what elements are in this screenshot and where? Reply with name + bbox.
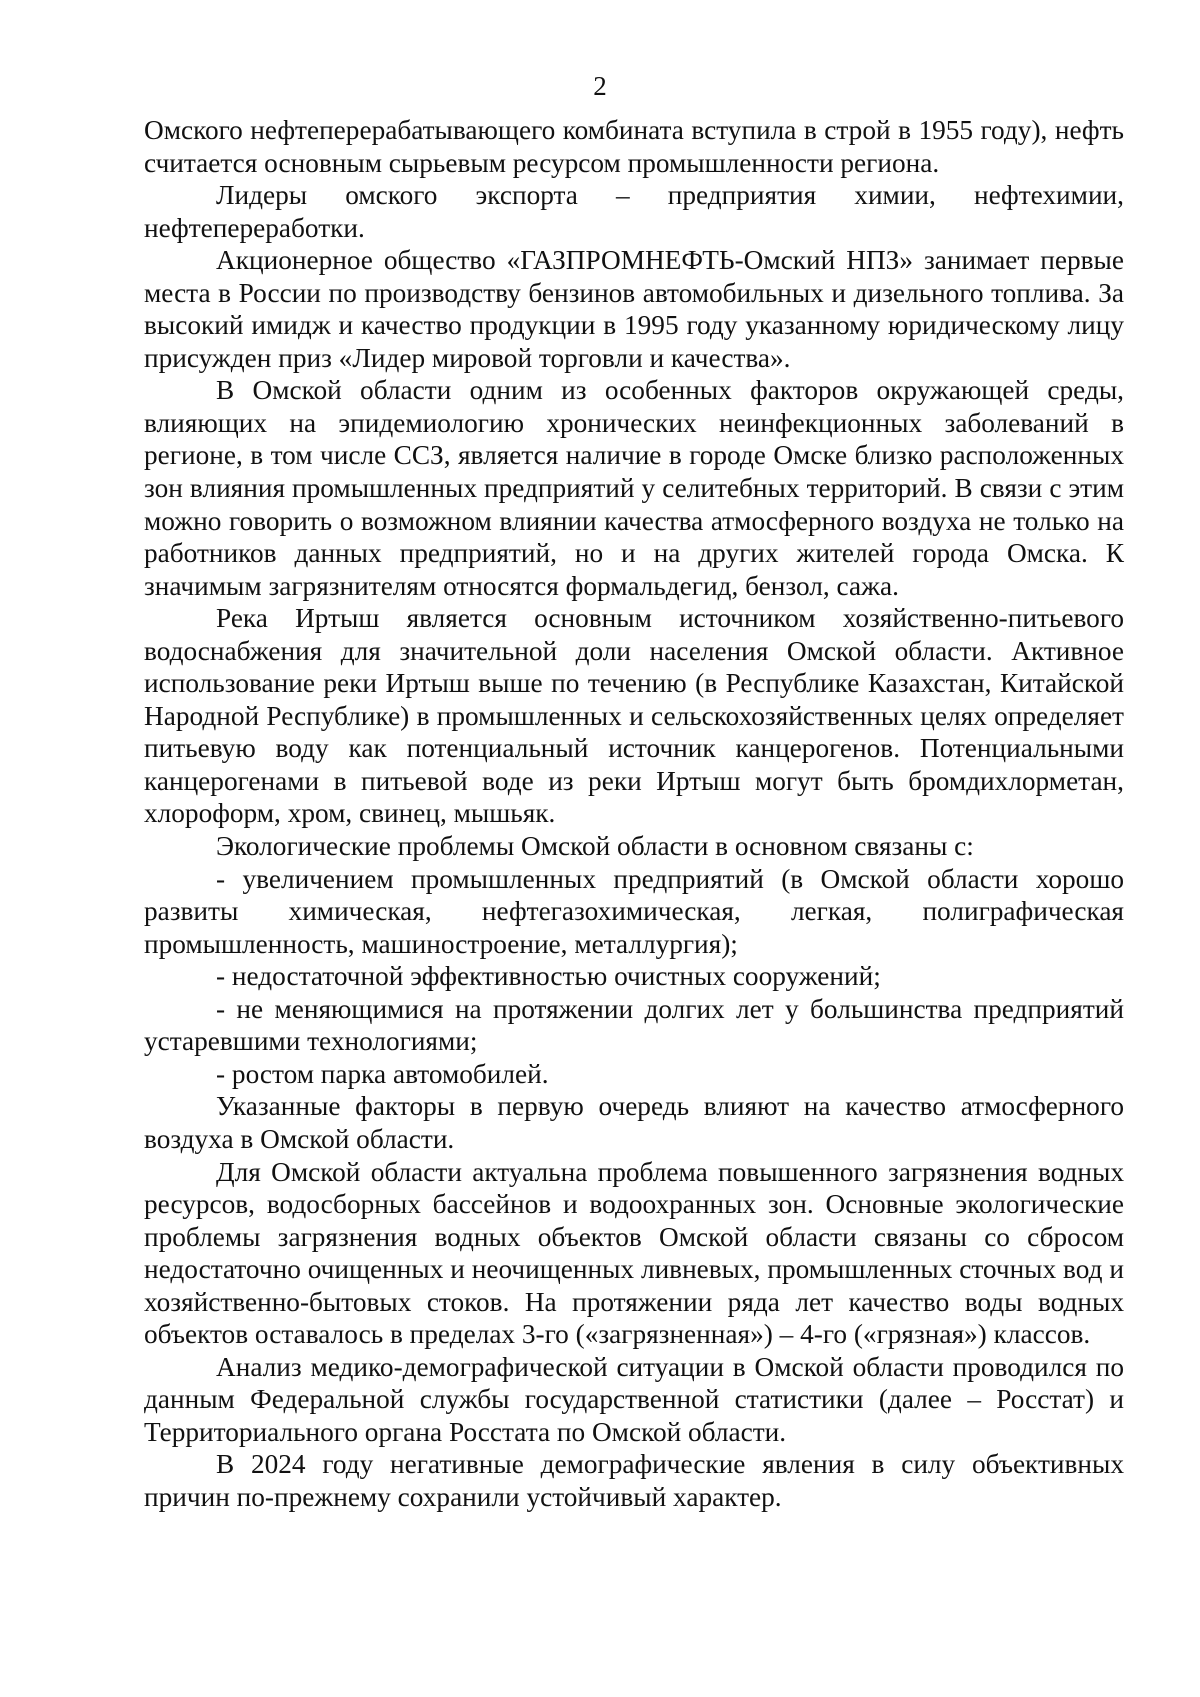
paragraph-continuation-omsk-refinery: Омского нефтеперерабатывающего комбината вступила в строй в 1955 году), нефть считается основным сырьевым ресурсом промышленности региона. bbox=[144, 115, 1124, 178]
paragraph-environment-factors: В Омской области одним из особенных факторов окружающей среды, влияющих на эпидемиологию хронических неинфекционных заболеваний в регионе, в том числе ССЗ, является наличие в городе Омске близко расположенных зон влияния промышленных предприятий у селитебных территорий. В связи с этим можно говорить о возможном влиянии качества атмосферного воздуха не только на работников данных предприятий, но и на других жителей города Омска. К значимым загрязнителям относятся формальдегид, бензол, сажа. bbox=[144, 375, 1124, 601]
list-item-treatment-facilities: - недостаточной эффективностью очистных сооружений; bbox=[216, 961, 881, 992]
paragraph-gazpromneft: Акционерное общество «ГАЗПРОМНЕФТЬ-Омский НПЗ» занимает первые места в России по производству бензинов автомобильных и дизельного топлива. За высокий имидж и качество продукции в 1995 году указанному юридическому лицу присужден приз «Лидер мировой торговли и качества». bbox=[144, 245, 1124, 373]
paragraph-2024-demographics: В 2024 году негативные демографические явления в силу объективных причин по-прежнему сохранили устойчивый характер. bbox=[144, 1449, 1124, 1512]
paragraph-ecological-problems-intro: Экологические проблемы Омской области в основном связаны с: bbox=[216, 831, 974, 862]
list-item-car-fleet: - ростом парка автомобилей. bbox=[216, 1058, 549, 1089]
page-number: 2 bbox=[593, 71, 607, 101]
list-item-industrial-growth: - увеличением промышленных предприятий (в Омской области хорошо развиты химическая, нефтегазохимическая, легкая, полиграфическая промышленность, машиностроение, металлургия); bbox=[144, 863, 1124, 959]
document-body bbox=[144, 114, 1124, 1514]
list-item-outdated-technologies: - не меняющимися на протяжении долгих лет у большинства предприятий устаревшими технологиями; bbox=[144, 993, 1124, 1057]
paragraph-water-pollution: Для Омской области актуальна проблема повышенного загрязнения водных ресурсов, водосборных бассейнов и водоохранных зон. Основные экологические проблемы загрязнения водных объектов Омской области связаны со сбросом недостаточно очищенных и неочищенных ливневых, промышленных сточных вод и хозяйственно-бытовых стоков. На протяжении ряда лет качество воды водных объектов оставалось в пределах 3-го («загрязненная») – 4-го («грязная») классов. bbox=[144, 1156, 1124, 1350]
paragraph-demographic-analysis: Анализ медико-демографической ситуации в Омской области проводился по данным Федеральной службы государственной статистики (далее – Росстат) и Территориального органа Росстата по Омской области. bbox=[144, 1351, 1124, 1447]
paragraph-irtysh-river: Река Иртыш является основным источником хозяйственно-питьевого водоснабжения для значительной доли населения Омской области. Активное использование реки Иртыш выше по течению (в Республике Казахстан, Китайской Народной Республике) в промышленных и сельскохозяйственных целях определяет питьевую воду как потенциальный источник канцерогенов. Потенциальными канцерогенами в питьевой воде из реки Иртыш могут быть бромдихлорметан, хлороформ, хром, свинец, мышьяк. bbox=[144, 603, 1124, 829]
paragraph-export-leaders: Лидеры омского экспорта – предприятия химии, нефтехимии, нефтепереработки. bbox=[144, 180, 1124, 243]
paragraph-air-quality: Указанные факторы в первую очередь влияют на качество атмосферного воздуха в Омской области. bbox=[144, 1091, 1124, 1154]
